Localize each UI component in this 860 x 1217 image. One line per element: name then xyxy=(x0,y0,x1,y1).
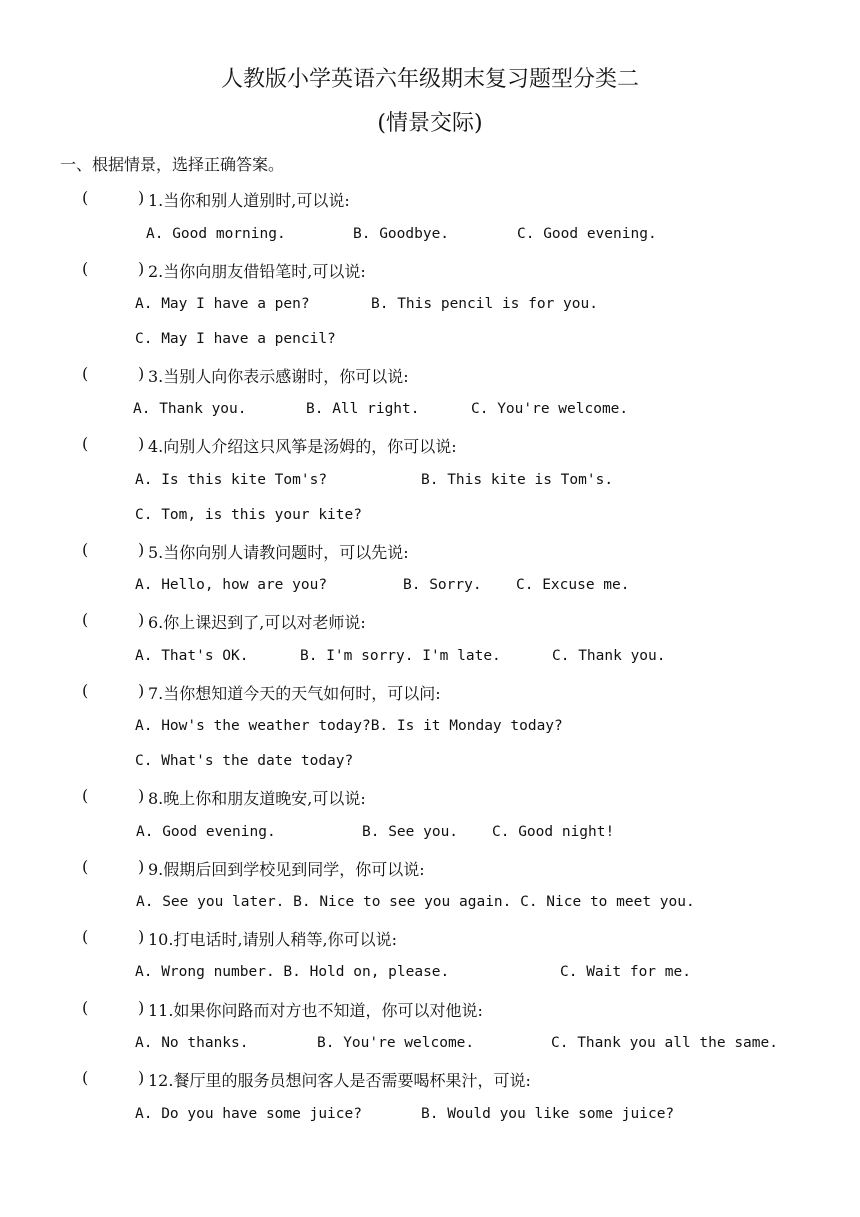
option-a: A. That's OK. xyxy=(135,648,249,664)
paren-open: ( xyxy=(82,540,89,559)
paren-close: ) xyxy=(138,681,145,700)
option-c: C. You're welcome. xyxy=(471,401,629,417)
paren-close: ) xyxy=(138,188,145,207)
option-b: B. Goodbye. xyxy=(353,226,450,242)
answer-blank[interactable] xyxy=(82,927,145,946)
option-c: C. Wait for me. xyxy=(560,964,691,980)
option-a: A. No thanks. xyxy=(135,1035,249,1051)
option-abc: A. See you later. B. Nice to see you again. C. Nice to meet you. xyxy=(136,894,695,910)
option-a: A. Do you have some juice? xyxy=(135,1106,362,1122)
question-text: 7.当你想知道今天的天气如何时，可以问: xyxy=(148,684,441,703)
page-title: 人教版小学英语六年级期末复习题型分类二 xyxy=(220,67,639,92)
option-c: C. Good night! xyxy=(492,824,615,840)
option-a: A. May I have a pen? xyxy=(135,296,310,312)
paren-close: ) xyxy=(138,610,145,629)
option-c: C. Tom, is this your kite? xyxy=(135,507,362,523)
question-text: 4.向别人介绍这只风筝是汤姆的，你可以说: xyxy=(148,437,457,456)
paren-open: ( xyxy=(82,681,89,700)
option-c: C. Excuse me. xyxy=(516,577,630,593)
paren-open: ( xyxy=(82,610,89,629)
paren-close: ) xyxy=(138,786,145,805)
option-c: C. May I have a pencil? xyxy=(135,331,336,347)
option-b: B. All right. xyxy=(306,401,420,417)
question-text: 8.晚上你和朋友道晚安,可以说: xyxy=(148,789,366,808)
option-b: B. This pencil is for you. xyxy=(371,296,598,312)
option-a: A. Good evening. xyxy=(136,824,276,840)
paren-close: ) xyxy=(138,434,145,453)
paren-open: ( xyxy=(82,998,89,1017)
question-text: 11.如果你问路而对方也不知道，你可以对他说: xyxy=(148,1001,483,1020)
paren-open: ( xyxy=(82,927,89,946)
paren-open: ( xyxy=(82,786,89,805)
paren-close: ) xyxy=(138,364,145,383)
question-text: 5.当你向别人请教问题时，可以先说: xyxy=(148,543,409,562)
answer-blank[interactable] xyxy=(82,857,145,876)
paren-open: ( xyxy=(82,434,89,453)
option-c: C. Good evening. xyxy=(517,226,657,242)
answer-blank[interactable] xyxy=(82,998,145,1017)
answer-blank[interactable] xyxy=(82,1068,145,1087)
option-ab: A. Wrong number. B. Hold on, please. xyxy=(135,964,450,980)
paren-close: ) xyxy=(138,927,145,946)
option-c: C. Thank you all the same. xyxy=(551,1035,778,1051)
answer-blank[interactable] xyxy=(82,434,145,453)
paren-close: ) xyxy=(138,857,145,876)
paren-open: ( xyxy=(82,188,89,207)
section-heading: 一、根据情景，选择正确答案。 xyxy=(60,155,285,174)
question-text: 9.假期后回到学校见到同学，你可以说: xyxy=(148,860,425,879)
option-b: B. This kite is Tom's. xyxy=(421,472,614,488)
option-b: B. See you. xyxy=(362,824,459,840)
paren-open: ( xyxy=(82,857,89,876)
answer-blank[interactable] xyxy=(82,540,145,559)
paren-open: ( xyxy=(82,364,89,383)
question-text: 1.当你和别人道别时,可以说: xyxy=(148,191,350,210)
question-text: 10.打电话时,请别人稍等,你可以说: xyxy=(148,930,398,949)
paren-close: ) xyxy=(138,1068,145,1087)
answer-blank[interactable] xyxy=(82,610,145,629)
paren-open: ( xyxy=(82,1068,89,1087)
option-a: A. Thank you. xyxy=(133,401,247,417)
option-b: B. Would you like some juice? xyxy=(421,1106,675,1122)
answer-blank[interactable] xyxy=(82,259,145,278)
option-b: B. Sorry. xyxy=(403,577,482,593)
answer-blank[interactable] xyxy=(82,364,145,383)
answer-blank[interactable] xyxy=(82,786,145,805)
question-text: 2.当你向朋友借铅笔时,可以说: xyxy=(148,262,366,281)
question-text: 6.你上课迟到了,可以对老师说: xyxy=(148,613,366,632)
option-a: A. How's the weather today?B. Is it Monday today? xyxy=(135,718,563,734)
paren-close: ) xyxy=(138,540,145,559)
page-subtitle: (情景交际) xyxy=(377,111,483,136)
paren-close: ) xyxy=(138,998,145,1017)
question-text: 12.餐厅里的服务员想问客人是否需要喝杯果汁，可说: xyxy=(148,1071,531,1090)
paren-close: ) xyxy=(138,259,145,278)
paren-open: ( xyxy=(82,259,89,278)
answer-blank[interactable] xyxy=(82,188,145,207)
option-a: A. Hello, how are you? xyxy=(135,577,328,593)
option-c: C. Thank you. xyxy=(552,648,666,664)
option-a: A. Good morning. xyxy=(146,226,286,242)
option-b: B. You're welcome. xyxy=(317,1035,475,1051)
option-b: B. I'm sorry. I'm late. xyxy=(300,648,501,664)
question-text: 3.当别人向你表示感谢时，你可以说: xyxy=(148,367,409,386)
option-a: A. Is this kite Tom's? xyxy=(135,472,328,488)
answer-blank[interactable] xyxy=(82,681,145,700)
option-c: C. What's the date today? xyxy=(135,753,354,769)
